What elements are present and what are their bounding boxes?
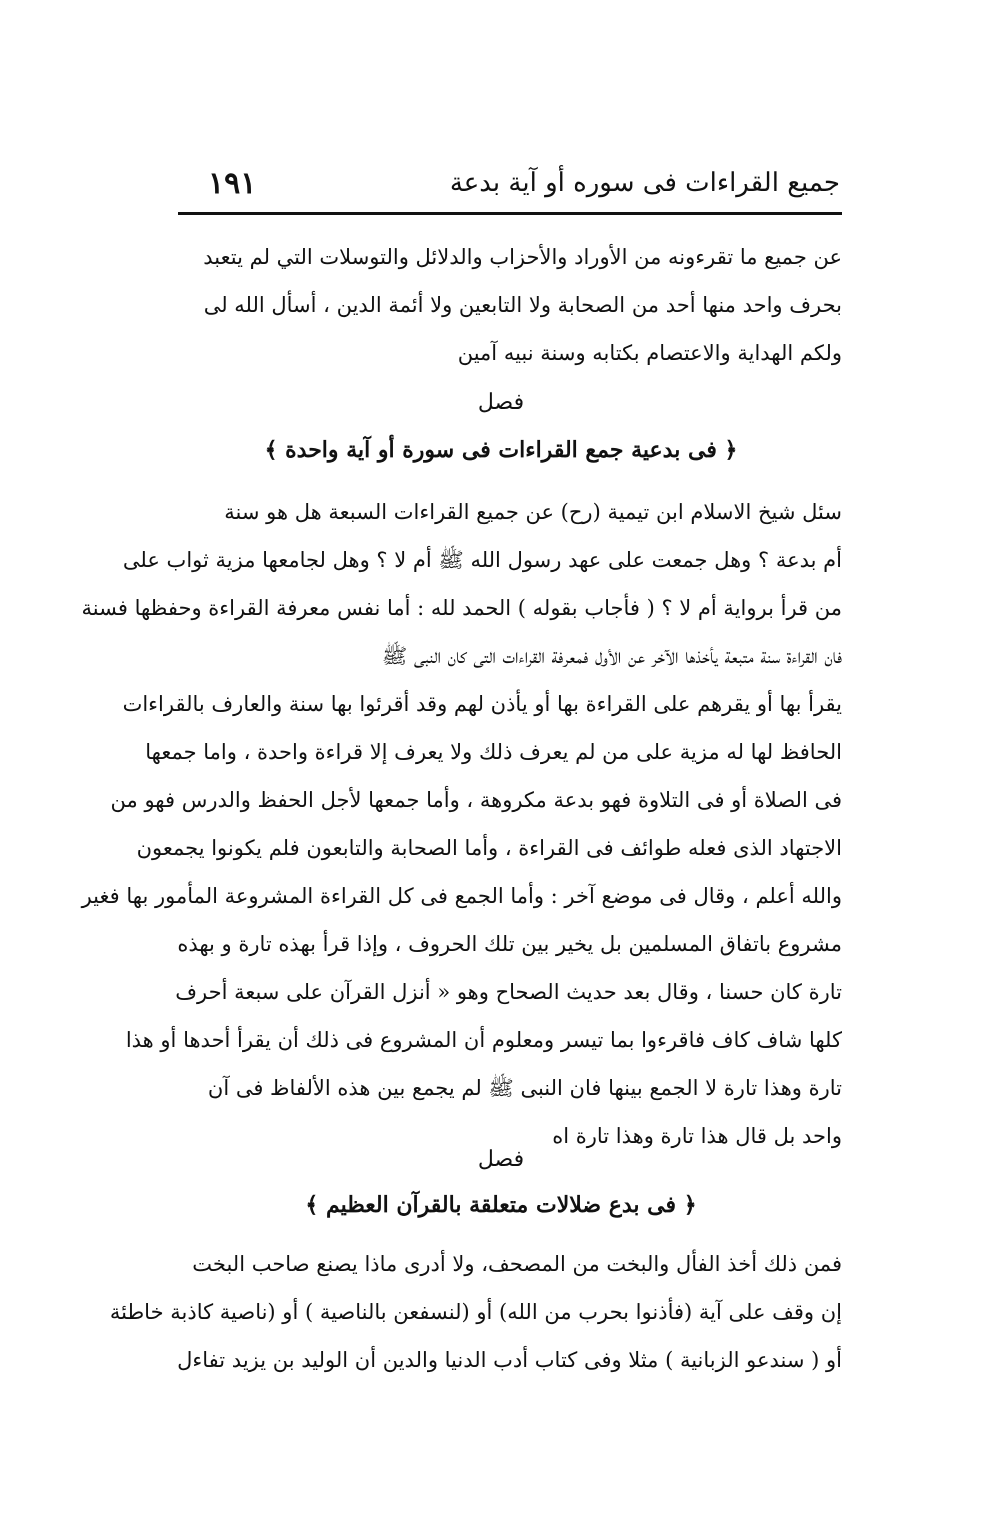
text-line: بحرف واحد منها أحد من الصحابة ولا التابعين ولا أئمة الدين ، أسأل الله لى (203, 293, 842, 317)
running-title: جميع القراءات فى سوره أو آية بدعة (449, 168, 840, 198)
text-line: عن جميع ما تقرءونه من الأوراد والأحزاب والدلائل والتوسلات التي لم يتعبد (203, 245, 842, 269)
text-line: الاجتهاد الذى فعله طوائف فى القراءة ، وأما الصحابة والتابعون فلم يكونوا يجمعون (136, 836, 842, 860)
paragraph-3 (109, 1240, 842, 1384)
text-line: سئل شيخ الاسلام ابن تيمية (رح) عن جميع القراءات السبعة هل هو سنة (224, 500, 842, 524)
text-line: والله أعلم ، وقال فى موضع آخر : وأما الجمع فى كل القراءة المشروعة المأمور بها فغير (81, 884, 842, 908)
page-header (180, 160, 840, 210)
text-line: الحافظ لها له مزية على من لم يعرف ذلك ولا يعرف إلا قراءة واحدة ، واما جمعها (145, 740, 842, 764)
page-number: ١٩١ (208, 166, 257, 201)
text-line: أو ( سندعو الزبانية ) مثلا وفى كتاب أدب الدنيا والدين أن الوليد بن يزيد تفاءل (177, 1348, 842, 1372)
text-line: تارة وهذا تارة لا الجمع بينها فان النبى ﷺ لم يجمع بين هذه الألفاظ فى آن (207, 1076, 842, 1100)
text-line: أم بدعة ؟ وهل جمعت على عهد رسول الله ﷺ أم لا ؟ وهل لجامعها مزية ثواب على (122, 548, 842, 572)
text-line: ولكم الهداية والاعتصام بكتابه وسنة نبيه آمين (457, 341, 842, 365)
text-line: فان القراءة سنة متبعة يأخذها الآخر عن الأول فمعرفة القراءات التى كان النبى ﷺ (381, 644, 842, 668)
section-1-title: فصل (477, 390, 525, 415)
section-2-title: فصل (477, 1147, 525, 1172)
text-line: فمن ذلك أخذ الفأل والبخت من المصحف، ولا أدرى ماذا يصنع صاحب البخت (192, 1252, 842, 1276)
text-line: من قرأ برواية أم لا ؟ ( فأجاب بقوله ) الحمد لله : أما نفس معرفة القراءة وحفظها فسنة (81, 596, 842, 620)
text-line: فى الصلاة أو فى التلاوة فهو بدعة مكروهة ، وأما جمعها لأجل الحفظ والدرس فهو من (110, 788, 842, 812)
text-line: مشروع باتفاق المسلمين بل يخير بين تلك الحروف ، وإذا قرأ بهذه تارة و بهذه (177, 932, 842, 956)
paragraph-1 (160, 233, 842, 377)
text-line: يقرأ بها أو يقرهم على القراءة بها أو يأذن لهم وقد أقرئوا بها سنة والعارف بالقراءات (122, 692, 842, 716)
section-2-subtitle: ﴿ فى بدع ضلالات متعلقة بالقرآن العظيم ﴾ (305, 1192, 697, 1218)
section-1-subtitle: ﴿ فى بدعية جمع القراءات فى سورة أو آية واحدة ﴾ (264, 437, 738, 463)
text-line: إن وقف على آية (فأذنوا بحرب من الله) أو (لنسفعن بالناصية ) أو (ناصية كاذبة خاطئة (109, 1300, 842, 1324)
text-line: تارة كان حسنا ، وقال بعد حديث الصحاح وهو « أنزل القرآن على سبعة أحرف (175, 980, 842, 1004)
text-line: كلها شاف كاف فاقرءوا بما تيسر ومعلوم أن المشروع فى ذلك أن يقرأ أحدها أو هذا (125, 1028, 842, 1052)
paragraph-2 (81, 488, 842, 1160)
header-divider (178, 212, 842, 215)
text-line: واحد بل قال هذا تارة وهذا تارة اه (552, 1124, 842, 1148)
